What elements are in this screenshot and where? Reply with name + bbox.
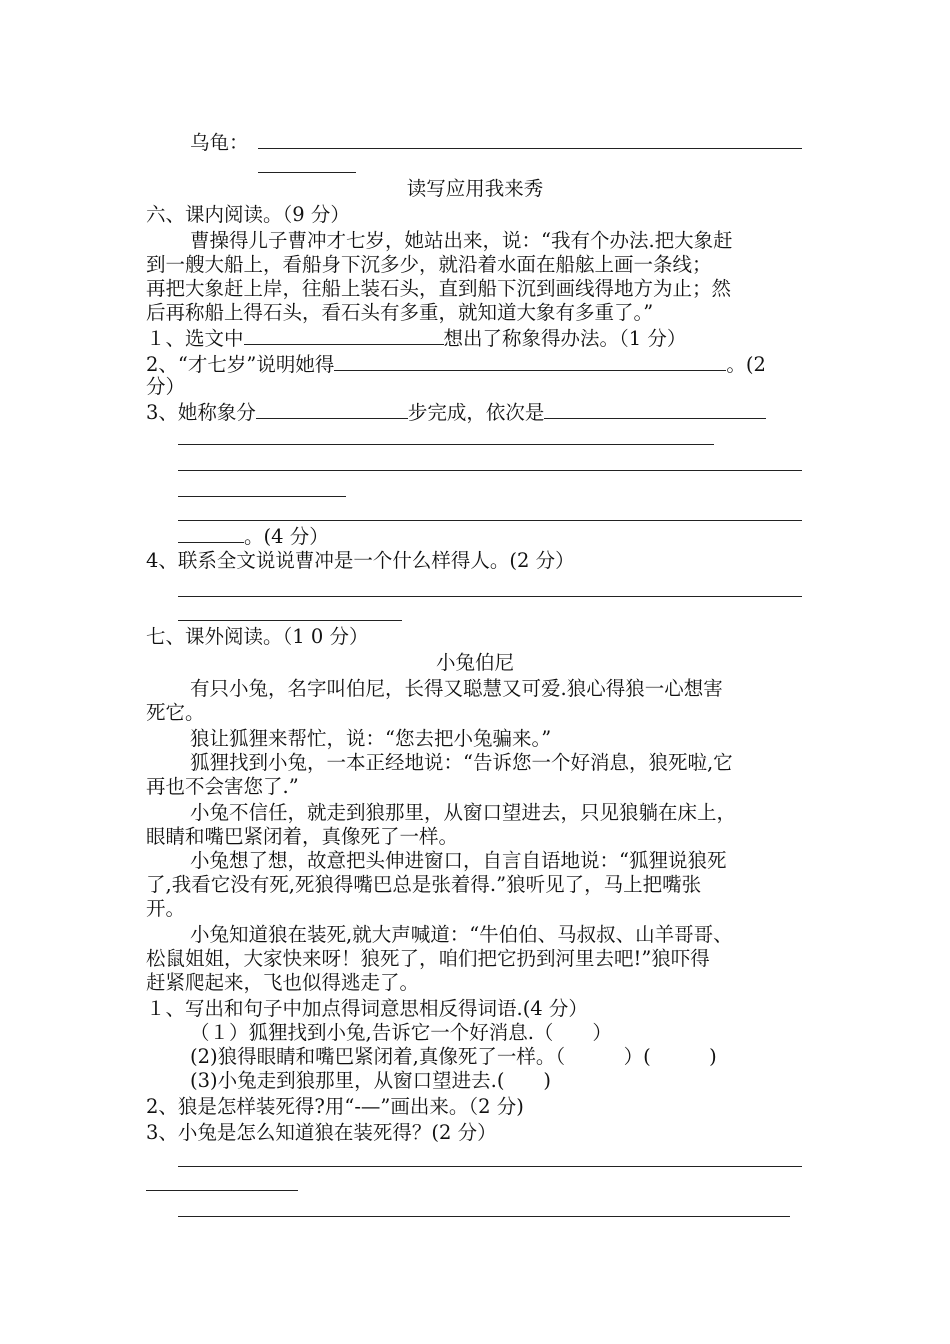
story-title: 小兔伯尼 xyxy=(435,651,514,674)
tortoise-label: 乌龟： xyxy=(190,131,249,154)
section6-passage-line: 再把大象赶上岸，往船上装石头，直到船下沉到画线得地方为止；然 xyxy=(146,277,732,300)
section6-title: 六、课内阅读。（9 分） xyxy=(146,203,350,226)
section7-passage-line: 狐狸找到小兔，一本正经地说：“告诉您一个好消息，狼死啦,它 xyxy=(190,751,733,774)
s6-q4-answer-line[interactable] xyxy=(178,620,402,621)
section7-passage-line: 了,我看它没有死,死狼得嘴巴总是张着得.”狼听见了，马上把嘴张 xyxy=(146,873,702,896)
s7-q1-item[interactable]: (2)狼得眼睛和嘴巴紧闭着,真像死了一样。（ ）( ) xyxy=(190,1045,717,1068)
section7-passage-line: 有只小兔，名字叫伯尼，长得又聪慧又可爱.狼心得狼一心想害 xyxy=(190,677,723,700)
tortoise-answer-line-2[interactable] xyxy=(258,172,356,173)
s6-q3-answer-line[interactable] xyxy=(178,520,802,521)
s6-question-2 xyxy=(146,352,766,378)
s6-q3-final-blank[interactable] xyxy=(178,524,244,543)
s6-q3-answer-line[interactable] xyxy=(178,444,714,445)
s7-question-2: 2、狼是怎样装死得?用“-—”画出来。（2 分) xyxy=(146,1095,524,1118)
section7-passage-line: 死它。 xyxy=(146,701,205,724)
section7-passage-line: 小兔想了想，故意把头伸进窗口，自言自语地说：“狐狸说狼死 xyxy=(190,849,727,872)
s7-q3-answer-line[interactable] xyxy=(178,1216,790,1217)
section6-passage-line: 曹操得儿子曹冲才七岁，她站出来，说：“我有个办法.把大象赶 xyxy=(190,229,733,252)
section7-passage-line: 开。 xyxy=(146,897,186,920)
s6-question-1 xyxy=(146,326,686,352)
s6-q1-suffix: 想出了称象得办法。（1 分） xyxy=(443,327,687,350)
s6-q3-answer-line[interactable] xyxy=(178,496,346,497)
s6-q1-prefix: １、选文中 xyxy=(146,327,244,350)
s7-q3-answer-line[interactable] xyxy=(146,1190,298,1191)
s6-q3-prefix: 3、她称象分 xyxy=(146,401,256,424)
section7-passage-line: 眼睛和嘴巴紧闭着，真像死了一样。 xyxy=(146,825,459,848)
s7-q3-answer-line[interactable] xyxy=(178,1166,802,1167)
s6-q2-answer-blank[interactable] xyxy=(334,352,726,371)
s6-question-3 xyxy=(146,400,766,426)
s6-q3-ending xyxy=(178,524,329,550)
section6-passage-line: 后再称船上得石头，看石头有多重，就知道大象有多重了。” xyxy=(146,301,654,324)
s7-question-1: １、写出和句子中加点得词意思相反得词语.(4 分） xyxy=(146,997,588,1020)
s6-q3-middle: 步完成，依次是 xyxy=(407,401,545,424)
section7-title: 七、课外阅读。（1 0 分） xyxy=(146,625,369,648)
tortoise-answer-line-1[interactable] xyxy=(258,148,802,149)
section7-passage-line: 狼让狐狸来帮忙，说：“您去把小兔骗来。” xyxy=(190,727,552,750)
section7-passage-line: 小兔知道狼在装死,就大声喊道：“牛伯伯、马叔叔、山羊哥哥、 xyxy=(190,923,733,946)
section6-passage-line: 到一艘大船上，看船身下沉多少，就沿着水面在船舷上画一条线； xyxy=(146,253,712,276)
s7-q1-item[interactable]: （１）狐狸找到小兔,告诉它一个好消息.（ ） xyxy=(190,1021,612,1044)
section7-passage-line: 赶紧爬起来，飞也似得逃走了。 xyxy=(146,971,420,994)
s6-q3-end: 。(4 分） xyxy=(244,525,329,548)
s6-q4-answer-line[interactable] xyxy=(178,596,802,597)
s6-q1-answer-blank[interactable] xyxy=(244,326,444,345)
s7-question-3: 3、小兔是怎么知道狼在装死得？(2 分） xyxy=(146,1121,497,1144)
s6-q3-answer-line[interactable] xyxy=(178,470,802,471)
part-heading: 读写应用我来秀 xyxy=(406,177,544,200)
section7-passage-line: 小兔不信任，就走到狼那里，从窗口望进去，只见狼躺在床上， xyxy=(190,801,737,824)
s6-q2-prefix: 2、“才七岁”说明她得 xyxy=(146,353,335,376)
s7-q1-item[interactable]: (3)小兔走到狼那里，从窗口望进去.( ) xyxy=(190,1069,552,1092)
s6-q3-steps-blank[interactable] xyxy=(256,400,408,419)
s6-q3-answer-blank[interactable] xyxy=(544,400,766,419)
section7-passage-line: 再也不会害您了.” xyxy=(146,775,299,798)
s6-question-4: 4、联系全文说说曹冲是一个什么样得人。(2 分） xyxy=(146,549,575,572)
section7-passage-line: 松鼠姐姐，大家快来呀！狼死了，咱们把它扔到河里去吧!”狼吓得 xyxy=(146,947,710,970)
s6-q2-continuation: 分） xyxy=(146,375,186,398)
s6-q2-suffix: 。(2 xyxy=(726,353,766,376)
